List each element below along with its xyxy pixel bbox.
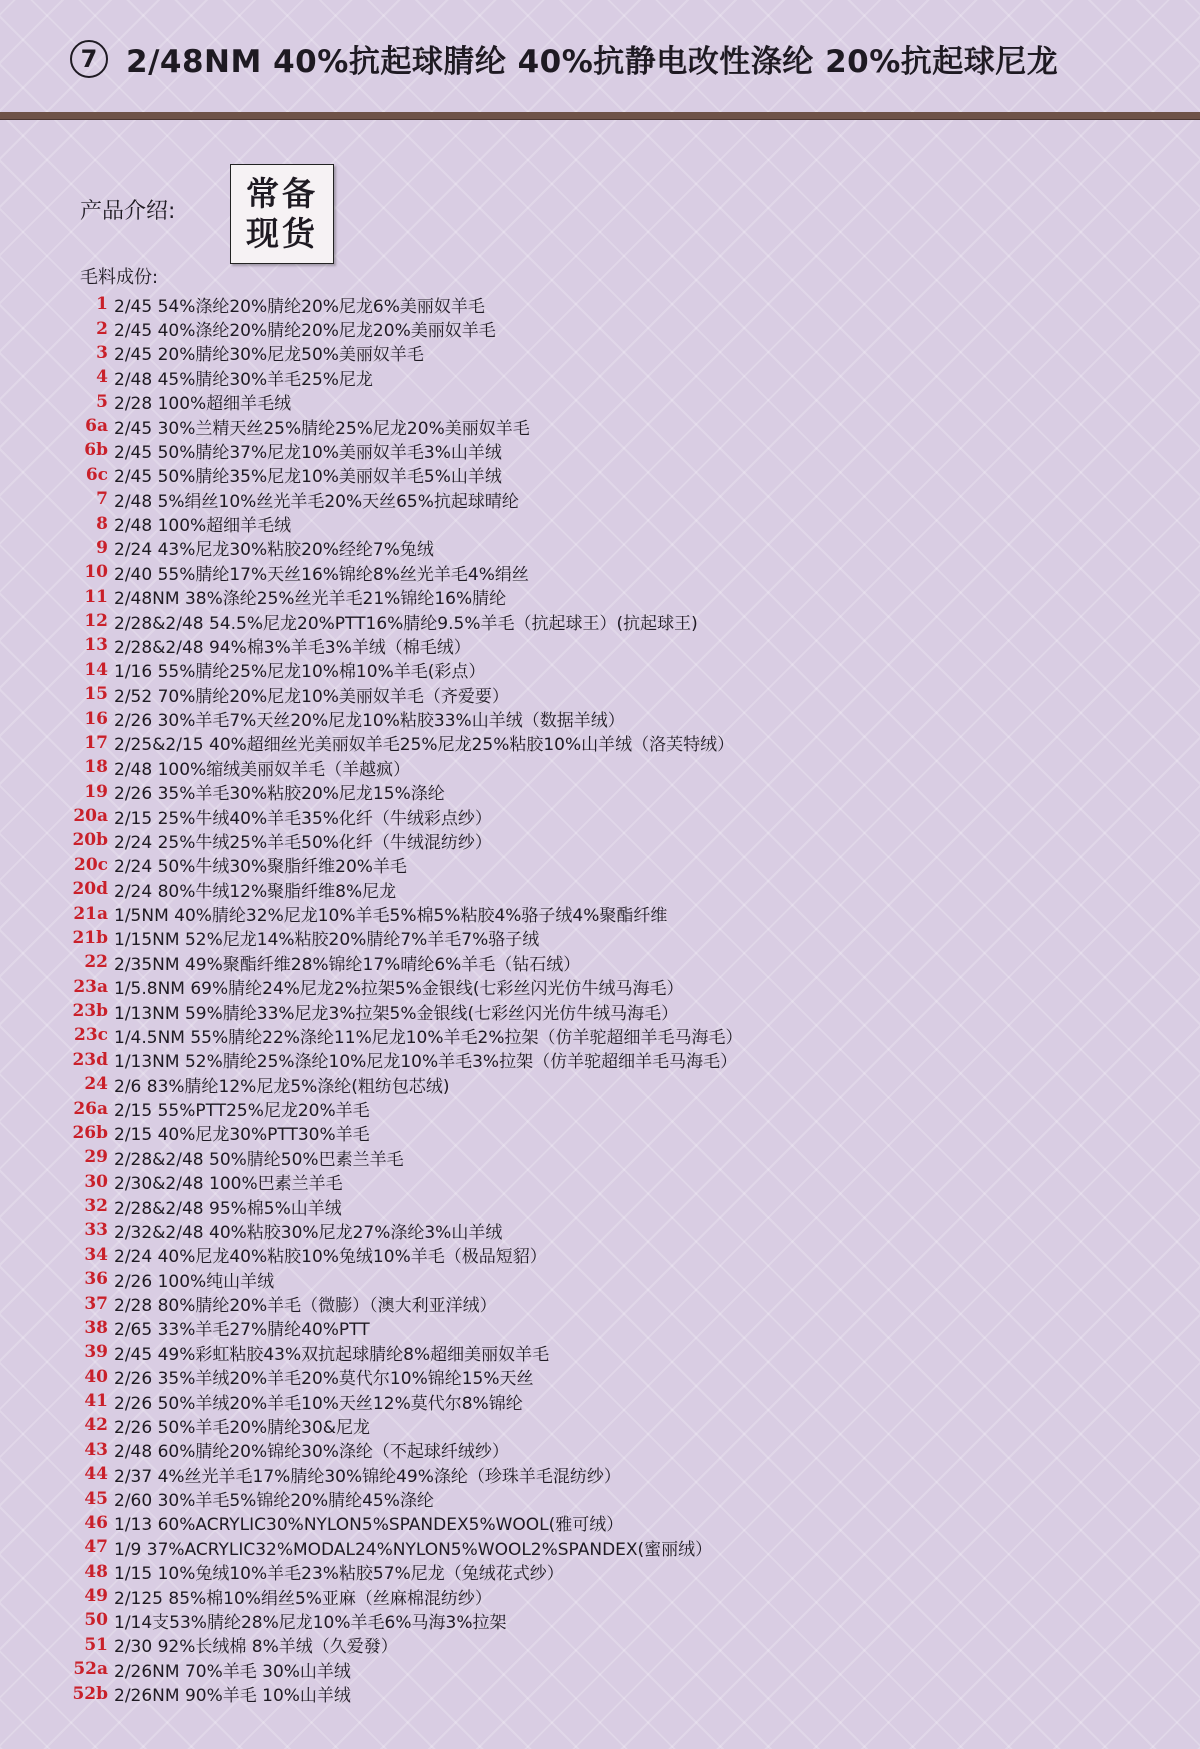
item-composition: 2/26NM 70%羊毛 30%山羊绒 — [114, 1661, 351, 1682]
intro-label: 产品介绍: — [80, 199, 176, 224]
item-composition: 2/28&2/48 95%棉5%山羊绒 — [114, 1198, 342, 1219]
list-item — [60, 950, 1180, 974]
item-number: 15 — [84, 684, 108, 705]
list-item — [60, 292, 1180, 316]
list-item — [60, 463, 1180, 487]
item-number: 33 — [84, 1220, 108, 1241]
item-composition: 2/125 85%棉10%绢丝5%亚麻（丝麻棉混纺纱） — [114, 1588, 492, 1609]
item-composition: 1/15 10%兔绒10%羊毛23%粘胶57%尼龙（兔绒花式纱） — [114, 1564, 564, 1585]
item-number: 34 — [84, 1244, 108, 1265]
list-item — [60, 633, 1180, 657]
stock-line-2: 现货 — [246, 214, 318, 253]
item-number: 32 — [84, 1196, 108, 1217]
item-number: 3 — [96, 342, 108, 363]
item-composition: 2/35NM 49%聚酯纤维28%锦纶17%晴纶6%羊毛（钻石绒） — [114, 954, 581, 975]
list-item — [60, 1657, 1180, 1681]
item-number: 47 — [84, 1537, 108, 1558]
item-composition: 2/24 25%牛绒25%羊毛50%化纤（牛绒混纺纱） — [114, 832, 492, 853]
list-item — [60, 1535, 1180, 1559]
list-item — [60, 438, 1180, 462]
item-composition: 2/28&2/48 50%腈纶50%巴素兰羊毛 — [114, 1149, 404, 1170]
item-number: 20d — [72, 879, 108, 900]
list-item — [60, 1681, 1180, 1705]
list-item — [60, 1218, 1180, 1242]
item-number: 2 — [96, 318, 108, 339]
list-item — [60, 1608, 1180, 1632]
item-number: 20c — [73, 854, 108, 875]
item-composition: 1/13NM 59%腈纶33%尼龙3%拉架5%金银线(七彩丝闪光仿牛绒马海毛） — [114, 1003, 679, 1024]
list-item — [60, 487, 1180, 511]
item-composition: 1/14支53%腈纶28%尼龙10%羊毛6%马海3%拉架 — [114, 1612, 507, 1633]
item-number: 51 — [84, 1634, 108, 1655]
item-composition: 1/9 37%ACRYLIC32%MODAL24%NYLON5%WOOL2%SPANDEX(蜜丽绒） — [114, 1539, 713, 1560]
item-number: 1 — [96, 294, 108, 315]
list-item — [60, 926, 1180, 950]
item-number: 18 — [84, 757, 108, 778]
item-number: 49 — [84, 1586, 108, 1607]
item-number: 21b — [72, 927, 108, 948]
list-item — [60, 975, 1180, 999]
item-number: 38 — [84, 1317, 108, 1338]
item-composition: 1/13 60%ACRYLIC30%NYLON5%SPANDEX5%WOOL(雅可绒） — [114, 1515, 624, 1536]
list-item — [60, 1584, 1180, 1608]
item-composition: 2/26 50%羊绒20%羊毛10%天丝12%莫代尔8%锦纶 — [114, 1393, 523, 1414]
list-item — [60, 731, 1180, 755]
item-number: 52b — [72, 1683, 108, 1704]
list-item — [60, 511, 1180, 535]
list-item — [60, 1145, 1180, 1169]
list-item — [60, 853, 1180, 877]
page-header — [0, 0, 1200, 112]
item-composition: 2/24 40%尼龙40%粘胶10%兔绒10%羊毛（极品短貂） — [114, 1247, 547, 1268]
item-number: 43 — [84, 1439, 108, 1460]
list-item — [60, 1243, 1180, 1267]
item-number: 37 — [84, 1293, 108, 1314]
list-item — [60, 1170, 1180, 1194]
list-item — [60, 414, 1180, 438]
page-title: 2/48NM 40%抗起球腈纶 40%抗静电改性涤纶 20%抗起球尼龙 — [126, 44, 1059, 80]
section-number-badge: 7 — [70, 40, 108, 78]
item-number: 20b — [72, 830, 108, 851]
stock-line-1: 常备 — [246, 174, 318, 213]
item-composition: 2/15 55%PTT25%尼龙20%羊毛 — [114, 1101, 370, 1122]
list-item — [60, 585, 1180, 609]
item-number: 23b — [72, 1001, 108, 1022]
item-number: 44 — [84, 1464, 108, 1485]
item-number: 40 — [84, 1366, 108, 1387]
item-composition: 2/25&2/15 40%超细丝光美丽奴羊毛25%尼龙25%粘胶10%山羊绒（洛芙特绒） — [114, 735, 735, 756]
item-number: 48 — [84, 1561, 108, 1582]
item-composition: 2/26 100%纯山羊绒 — [114, 1271, 275, 1292]
item-number: 17 — [84, 732, 108, 753]
list-item — [60, 1316, 1180, 1340]
list-item — [60, 390, 1180, 414]
list-item — [60, 609, 1180, 633]
list-item — [60, 365, 1180, 389]
item-number: 9 — [96, 537, 108, 558]
item-composition: 2/28&2/48 94%棉3%羊毛3%羊绒（棉毛绒） — [114, 637, 471, 658]
item-composition: 2/40 55%腈纶17%天丝16%锦纶8%丝光羊毛4%绢丝 — [114, 564, 529, 585]
item-number: 20a — [73, 806, 108, 827]
list-item — [60, 1462, 1180, 1486]
item-composition: 2/26 35%羊绒20%羊毛20%莫代尔10%锦纶15%天丝 — [114, 1369, 534, 1390]
item-composition: 2/28&2/48 54.5%尼龙20%PTT16%腈纶9.5%羊毛（抗起球王）(抗起球王) — [114, 613, 698, 634]
item-number: 22 — [84, 952, 108, 973]
item-number: 5 — [96, 391, 108, 412]
list-item — [60, 1389, 1180, 1413]
item-number: 6c — [85, 464, 108, 485]
item-composition: 1/13NM 52%腈纶25%涤纶10%尼龙10%羊毛3%拉架（仿羊驼超细羊毛马海毛） — [114, 1052, 738, 1073]
item-number: 50 — [84, 1610, 108, 1631]
item-number: 12 — [84, 611, 108, 632]
list-item — [60, 1340, 1180, 1364]
item-composition: 2/26NM 90%羊毛 10%山羊绒 — [114, 1686, 351, 1707]
list-item — [60, 1267, 1180, 1291]
list-item — [60, 1413, 1180, 1437]
item-composition: 2/15 25%牛绒40%羊毛35%化纤（牛绒彩点纱） — [114, 808, 492, 829]
item-composition: 2/45 30%兰精天丝25%腈纶25%尼龙20%美丽奴羊毛 — [114, 418, 530, 439]
item-number: 23a — [73, 976, 108, 997]
item-number: 11 — [84, 586, 108, 607]
item-composition: 2/45 49%彩虹粘胶43%双抗起球腈纶8%超细美丽奴羊毛 — [114, 1344, 550, 1365]
list-item — [60, 536, 1180, 560]
item-composition: 2/52 70%腈纶20%尼龙10%美丽奴羊毛（齐爱要） — [114, 686, 509, 707]
list-item — [60, 999, 1180, 1023]
list-item — [60, 706, 1180, 730]
item-number: 46 — [84, 1512, 108, 1533]
item-composition: 2/30&2/48 100%巴素兰羊毛 — [114, 1174, 343, 1195]
list-item — [60, 1121, 1180, 1145]
item-number: 26a — [73, 1098, 108, 1119]
item-number: 16 — [84, 708, 108, 729]
item-composition: 2/28 80%腈纶20%羊毛（微膨）（澳大利亚洋绒） — [114, 1296, 497, 1317]
list-item — [60, 1072, 1180, 1096]
item-composition: 2/48 5%绢丝10%丝光羊毛20%天丝65%抗起球晴纶 — [114, 491, 519, 512]
in-stock-stamp — [230, 164, 334, 264]
item-composition: 2/48 45%腈纶30%羊毛25%尼龙 — [114, 369, 373, 390]
item-number: 45 — [84, 1488, 108, 1509]
header-divider — [0, 112, 1200, 120]
item-composition: 2/48 60%腈纶20%锦纶30%涤纶（不起球纤绒纱） — [114, 1442, 509, 1463]
list-item — [60, 560, 1180, 584]
list-item — [60, 658, 1180, 682]
item-number: 13 — [84, 635, 108, 656]
item-composition: 2/24 43%尼龙30%粘胶20%经纶7%兔绒 — [114, 540, 434, 561]
item-number: 26b — [72, 1122, 108, 1143]
item-composition: 2/45 40%涤纶20%腈纶20%尼龙20%美丽奴羊毛 — [114, 321, 496, 342]
list-item — [60, 1023, 1180, 1047]
item-composition: 2/15 40%尼龙30%PTT30%羊毛 — [114, 1125, 370, 1146]
item-composition: 2/45 50%腈纶35%尼龙10%美丽奴羊毛5%山羊绒 — [114, 467, 502, 488]
item-composition: 2/26 35%羊毛30%粘胶20%尼龙15%涤纶 — [114, 784, 445, 805]
item-composition: 2/37 4%丝光羊毛17%腈纶30%锦纶49%涤纶（珍珠羊毛混纺纱） — [114, 1466, 621, 1487]
item-composition: 2/32&2/48 40%粘胶30%尼龙27%涤纶3%山羊绒 — [114, 1222, 503, 1243]
item-composition: 1/15NM 52%尼龙14%粘胶20%腈纶7%羊毛7%骆子绒 — [114, 930, 540, 951]
item-number: 19 — [84, 781, 108, 802]
item-composition: 1/5.8NM 69%腈纶24%尼龙2%拉架5%金银线(七彩丝闪光仿牛绒马海毛） — [114, 979, 684, 1000]
list-item — [60, 1096, 1180, 1120]
list-item — [60, 1633, 1180, 1657]
item-composition: 2/26 50%羊毛20%腈纶30&尼龙 — [114, 1417, 371, 1438]
list-item — [60, 804, 1180, 828]
list-item — [60, 682, 1180, 706]
item-number: 14 — [84, 659, 108, 680]
list-item — [60, 1194, 1180, 1218]
item-number: 21a — [73, 903, 108, 924]
item-number: 30 — [84, 1171, 108, 1192]
item-number: 41 — [84, 1391, 108, 1412]
item-number: 23c — [73, 1025, 108, 1046]
list-item — [60, 1438, 1180, 1462]
list-item — [60, 877, 1180, 901]
item-composition: 2/45 50%腈纶37%尼龙10%美丽奴羊毛3%山羊绒 — [114, 442, 502, 463]
item-composition: 2/45 20%腈纶30%尼龙50%美丽奴羊毛 — [114, 345, 424, 366]
item-composition: 1/4.5NM 55%腈纶22%涤纶11%尼龙10%羊毛2%拉架（仿羊驼超细羊毛马海毛） — [114, 1027, 743, 1048]
item-number: 52a — [73, 1659, 108, 1680]
item-number: 10 — [84, 562, 108, 583]
item-composition: 2/48NM 38%涤纶25%丝光羊毛21%锦纶16%腈纶 — [114, 589, 507, 610]
item-composition: 1/16 55%腈纶25%尼龙10%棉10%羊毛(彩点） — [114, 662, 486, 683]
composition-list — [60, 292, 1180, 1706]
list-item — [60, 1511, 1180, 1535]
item-composition: 2/6 83%腈纶12%尼龙5%涤纶(粗纺包芯绒) — [114, 1076, 450, 1097]
item-number: 23d — [72, 1049, 108, 1070]
list-item — [60, 755, 1180, 779]
item-composition: 2/48 100%缩绒美丽奴羊毛（羊越疯） — [114, 759, 411, 780]
item-number: 7 — [96, 489, 108, 510]
composition-label: 毛料成份: — [80, 267, 159, 288]
item-number: 8 — [96, 513, 108, 534]
item-number: 6a — [85, 416, 108, 437]
list-item — [60, 316, 1180, 340]
item-composition: 2/24 50%牛绒30%聚脂纤维20%羊毛 — [114, 857, 407, 878]
list-item — [60, 341, 1180, 365]
item-number: 42 — [84, 1415, 108, 1436]
item-composition: 2/45 54%涤纶20%腈纶20%尼龙6%美丽奴羊毛 — [114, 296, 485, 317]
item-composition: 2/30 92%长绒棉 8%羊绒（久爱發） — [114, 1637, 398, 1658]
list-item — [60, 1486, 1180, 1510]
item-composition: 2/24 80%牛绒12%聚脂纤维8%尼龙 — [114, 881, 397, 902]
item-composition: 2/48 100%超细羊毛绒 — [114, 516, 292, 537]
item-number: 4 — [96, 367, 108, 388]
list-item — [60, 1365, 1180, 1389]
item-composition: 2/28 100%超细羊毛绒 — [114, 394, 292, 415]
list-item — [60, 1291, 1180, 1315]
item-composition: 2/26 30%羊毛7%天丝20%尼龙10%粘胶33%山羊绒（数据羊绒） — [114, 711, 625, 732]
list-item — [60, 901, 1180, 925]
item-composition: 2/65 33%羊毛27%腈纶40%PTT — [114, 1320, 370, 1341]
list-item — [60, 780, 1180, 804]
list-item — [60, 828, 1180, 852]
item-number: 36 — [84, 1269, 108, 1290]
list-item — [60, 1048, 1180, 1072]
item-composition: 1/5NM 40%腈纶32%尼龙10%羊毛5%棉5%粘胶4%骆子绒4%聚酯纤维 — [114, 906, 668, 927]
item-number: 29 — [84, 1147, 108, 1168]
item-number: 39 — [84, 1342, 108, 1363]
item-number: 24 — [84, 1074, 108, 1095]
item-number: 6b — [84, 440, 108, 461]
list-item — [60, 1560, 1180, 1584]
item-composition: 2/60 30%羊毛5%锦纶20%腈纶45%涤纶 — [114, 1491, 434, 1512]
